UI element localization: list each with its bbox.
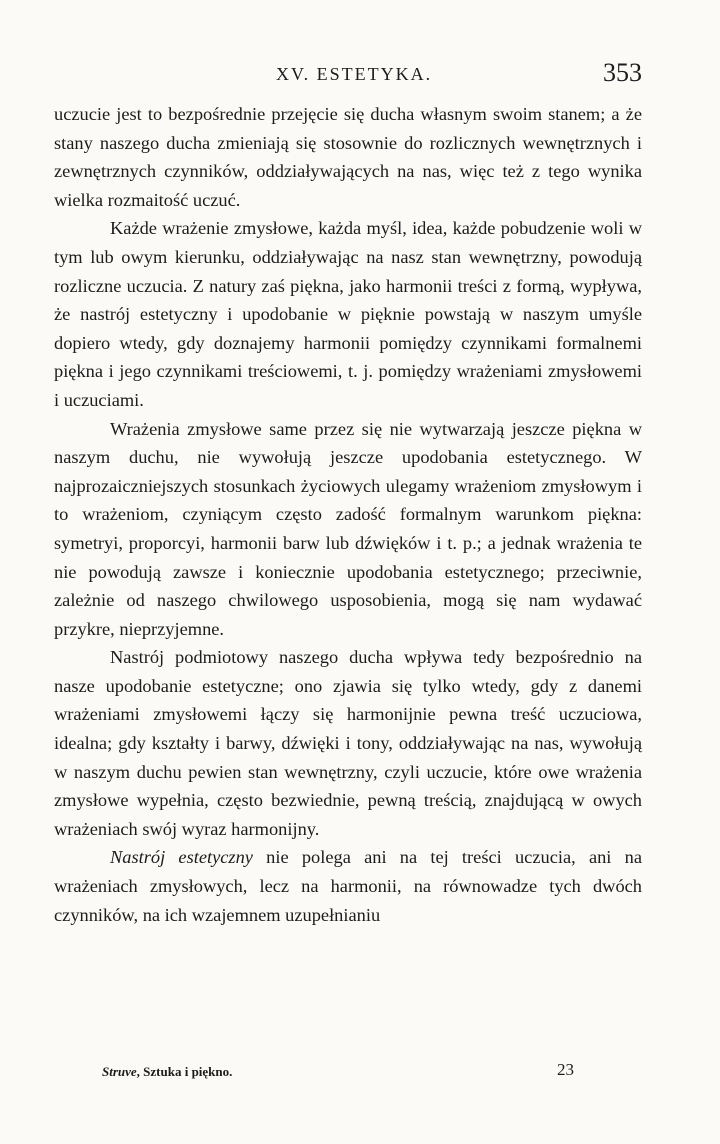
- page-header: [54, 58, 642, 98]
- page-footer: [54, 1058, 642, 1086]
- body-text: [54, 100, 642, 929]
- paragraph-text: Nastrój podmiotowy naszego ducha wpływa tedy bezpośrednio na nasze upodobanie estetyczne; ono zjawia się tylko wtedy, gdy z danemi wrażeniami zmysłowemi łączy się harmonijnie pewna treść uczuciowa, idealna; gdy kształty i barwy, dźwięki i tony, oddziaływając na nas, wywołują w naszym duchu pewien stan wewnętrzny, czyli uczucie, które owe wrażenia zmysłowe wypełnia, często bezwiednie, pewną treścią, znajdującą w owych wrażeniach swój wyraz harmonijny.: [54, 647, 642, 839]
- paragraph: [54, 214, 642, 414]
- paragraph: [54, 415, 642, 644]
- italic-term: Nastrój estetyczny: [110, 847, 253, 868]
- paragraph-text: nie polega ani na tej treści uczucia, ani na wrażeniach zmysłowych, lecz na harmonii, na równowadze tych dwóch czynników, na ich wzajemnem uzupełnianiu: [54, 847, 642, 925]
- page-number: 353: [603, 58, 642, 87]
- paragraph: [54, 843, 642, 929]
- signature-title: , Sztuka i piękno.: [136, 1064, 233, 1079]
- running-title: XV. ESTETYKA.: [276, 64, 433, 84]
- paragraph-text: Każde wrażenie zmysłowe, każda myśl, idea, każde pobudzenie woli w tym lub owym kierunku, oddziaływając na nasz stan wewnętrzny, powodują rozliczne uczucia. Z natury zaś piękna, jako harmonii treści z formą, wypływa, że nastrój estetyczny i upodobanie w pięknie powstają w naszym umyśle dopiero wtedy, gdy doznajemy harmonii pomiędzy czynnikami formalnemi piękna i jego czynnikami treściowemi, t. j. pomiędzy wrażeniami zmysłowemi i uczuciami.: [54, 218, 642, 410]
- sheet-number: 23: [557, 1060, 574, 1079]
- printer-signature: [102, 1064, 232, 1080]
- paragraph: [54, 100, 642, 214]
- signature-author: Struve: [102, 1064, 137, 1079]
- paragraph-text: uczucie jest to bezpośrednie przejęcie się ducha własnym swoim stanem; a że stany naszego ducha zmieniają się stosownie do rozlicznych wewnętrznych i zewnętrznych czynników, oddziaływających na nas, więc też z tego wynika wielka rozmaitość uczuć.: [54, 104, 642, 210]
- paragraph: [54, 643, 642, 843]
- paragraph-text: Wrażenia zmysłowe same przez się nie wytwarzają jeszcze piękna w naszym duchu, nie wywołują jeszcze upodobania estetycznego. W najprozaiczniejszych stosunkach życiowych ulegamy wrażeniom zmysłowym i to wrażeniom, czyniącym często zadość formalnym warunkom piękna: symetryi, proporcyi, harmonii barw lub dźwięków i t. p.; a jednak wrażenia te nie powodują zawsze i koniecznie upodobania estetycznego; przeciwnie, zależnie od naszego chwilowego usposobienia, mogą się nam wydawać przykre, nieprzyjemne.: [54, 418, 642, 639]
